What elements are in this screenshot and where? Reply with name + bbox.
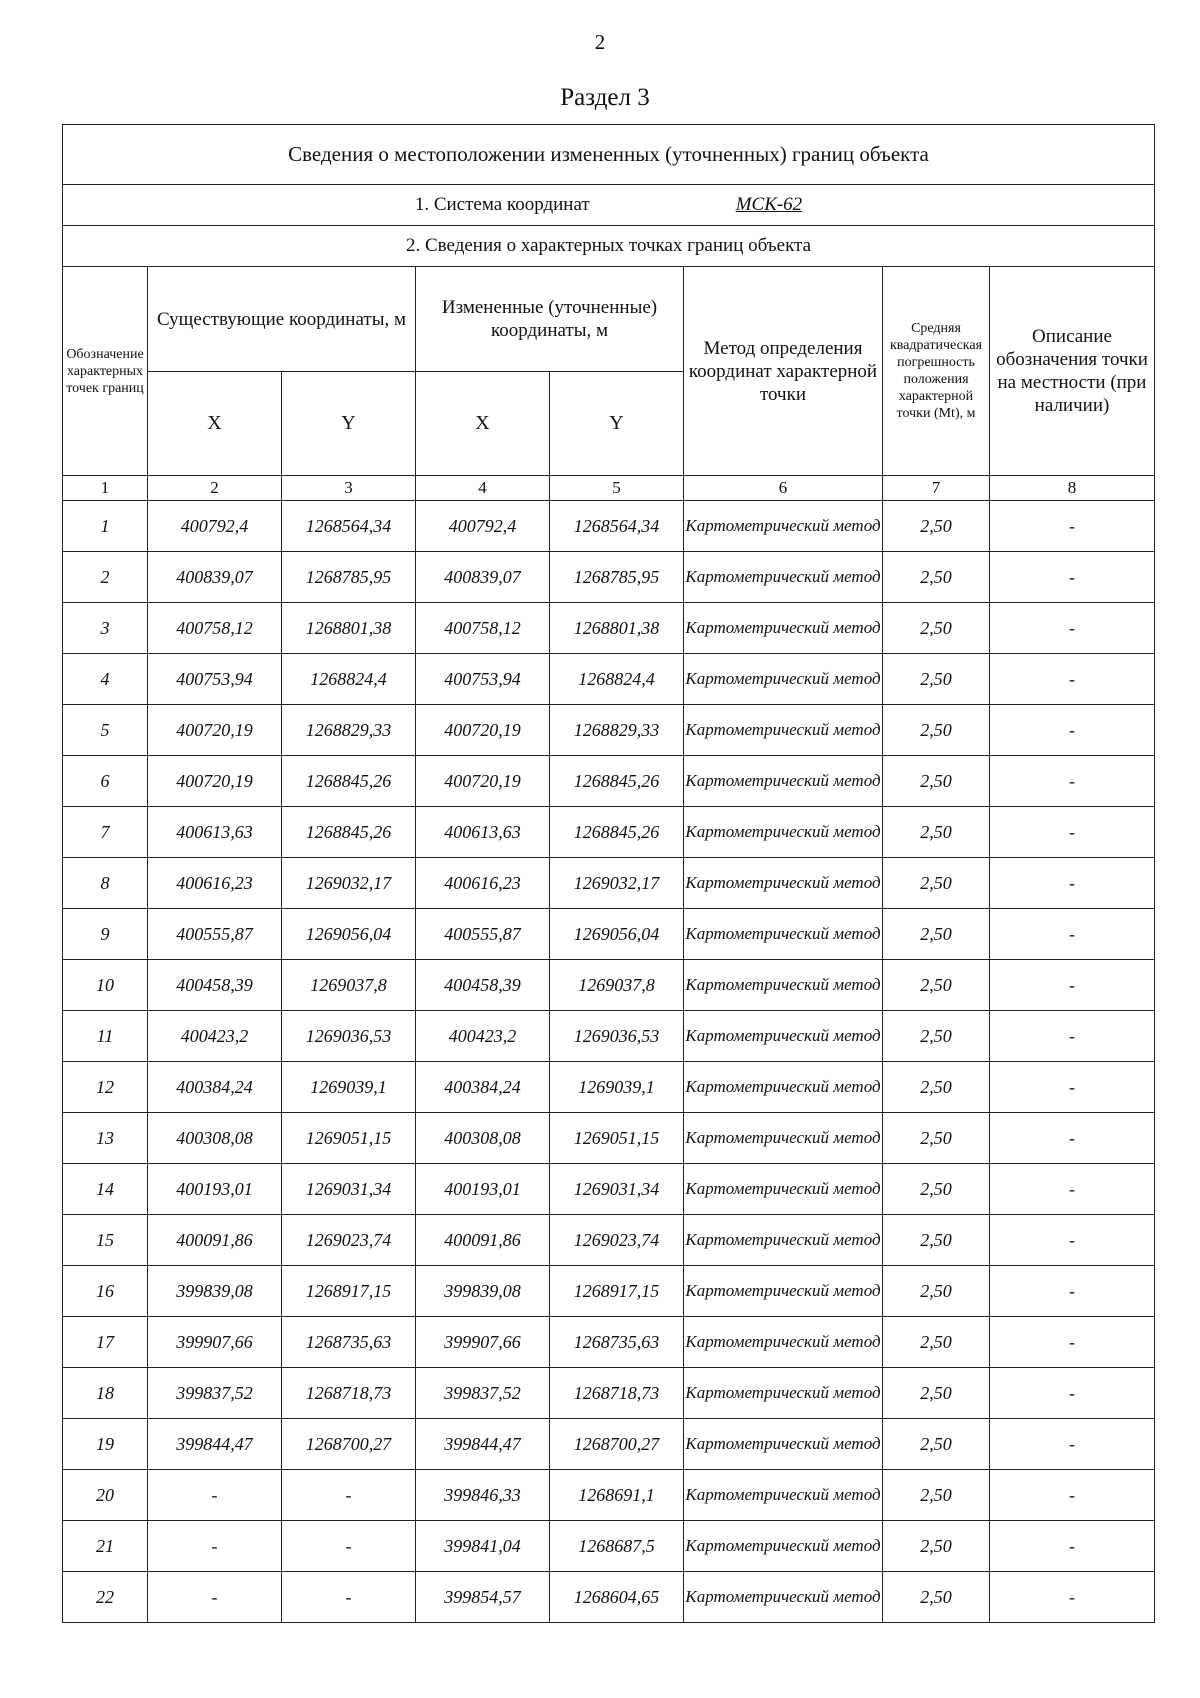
cell-existing-x: 400423,2 — [148, 1011, 282, 1062]
cell-mean-error: 2,50 — [883, 1062, 990, 1113]
table-row — [63, 1113, 1155, 1164]
cell-mean-error: 2,50 — [883, 1521, 990, 1572]
cell-existing-x: 400720,19 — [148, 705, 282, 756]
header-existing-x: X — [148, 372, 282, 476]
cell-changed-y: 1268845,26 — [550, 807, 684, 858]
cell-description: - — [990, 501, 1155, 552]
cell-changed-x: 400753,94 — [416, 654, 550, 705]
cell-mean-error: 2,50 — [883, 705, 990, 756]
cell-description: - — [990, 1521, 1155, 1572]
cell-description: - — [990, 1164, 1155, 1215]
cell-existing-x: 399839,08 — [148, 1266, 282, 1317]
cell-existing-y: 1268564,34 — [282, 501, 416, 552]
cell-point-number: 16 — [63, 1266, 148, 1317]
cell-description: - — [990, 858, 1155, 909]
cell-existing-y: 1269031,34 — [282, 1164, 416, 1215]
cell-existing-y: 1268829,33 — [282, 705, 416, 756]
table-row — [63, 1368, 1155, 1419]
cell-description: - — [990, 1062, 1155, 1113]
cell-changed-y: 1269023,74 — [550, 1215, 684, 1266]
cell-changed-y: 1269056,04 — [550, 909, 684, 960]
cell-existing-x: 400458,39 — [148, 960, 282, 1011]
cell-changed-x: 400193,01 — [416, 1164, 550, 1215]
table-body — [63, 125, 1155, 1623]
section-title: Раздел 3 — [560, 84, 650, 111]
cell-point-number: 15 — [63, 1215, 148, 1266]
table-row — [63, 1215, 1155, 1266]
cell-existing-y: 1269056,04 — [282, 909, 416, 960]
cell-mean-error: 2,50 — [883, 960, 990, 1011]
table-row — [63, 1164, 1155, 1215]
cell-mean-error: 2,50 — [883, 1011, 990, 1062]
cell-point-number: 4 — [63, 654, 148, 705]
cell-existing-y: 1269051,15 — [282, 1113, 416, 1164]
cell-mean-error: 2,50 — [883, 1317, 990, 1368]
table-row — [63, 1011, 1155, 1062]
cell-method: Картометрический метод — [684, 1317, 883, 1368]
cell-point-number: 6 — [63, 756, 148, 807]
cell-existing-y: 1268917,15 — [282, 1266, 416, 1317]
cell-existing-y: - — [282, 1521, 416, 1572]
cell-changed-y: 1269036,53 — [550, 1011, 684, 1062]
cell-method: Картометрический метод — [684, 960, 883, 1011]
cell-point-number: 17 — [63, 1317, 148, 1368]
table-row — [63, 1419, 1155, 1470]
points-heading-row — [63, 226, 1155, 267]
cell-point-number: 11 — [63, 1011, 148, 1062]
column-number: 8 — [990, 476, 1155, 501]
cell-changed-x: 400792,4 — [416, 501, 550, 552]
cell-method: Картометрический метод — [684, 1419, 883, 1470]
cell-method: Картометрический метод — [684, 1164, 883, 1215]
cell-point-number: 8 — [63, 858, 148, 909]
table-row — [63, 501, 1155, 552]
cell-point-number: 5 — [63, 705, 148, 756]
cell-changed-y: 1269051,15 — [550, 1113, 684, 1164]
cell-method: Картометрический метод — [684, 705, 883, 756]
cell-description: - — [990, 756, 1155, 807]
cell-changed-x: 400555,87 — [416, 909, 550, 960]
cell-description: - — [990, 1368, 1155, 1419]
cell-description: - — [990, 909, 1155, 960]
cell-changed-x: 399844,47 — [416, 1419, 550, 1470]
cell-point-number: 19 — [63, 1419, 148, 1470]
cell-method: Картометрический метод — [684, 603, 883, 654]
cell-description: - — [990, 705, 1155, 756]
cell-method: Картометрический метод — [684, 1521, 883, 1572]
cell-changed-x: 400423,2 — [416, 1011, 550, 1062]
cell-changed-x: 400839,07 — [416, 552, 550, 603]
cell-changed-x: 400091,86 — [416, 1215, 550, 1266]
cell-changed-y: 1268824,4 — [550, 654, 684, 705]
cell-method: Картометрический метод — [684, 1266, 883, 1317]
table-title-row — [63, 125, 1155, 185]
cell-mean-error: 2,50 — [883, 858, 990, 909]
cell-description: - — [990, 1317, 1155, 1368]
cell-existing-y: 1269023,74 — [282, 1215, 416, 1266]
cell-existing-x: - — [148, 1470, 282, 1521]
table-row — [63, 909, 1155, 960]
header-changed-y: Y — [550, 372, 684, 476]
cell-description: - — [990, 1011, 1155, 1062]
table-row — [63, 705, 1155, 756]
cell-method: Картометрический метод — [684, 1572, 883, 1623]
header-existing-y: Y — [282, 372, 416, 476]
cell-description: - — [990, 1215, 1155, 1266]
cell-existing-y: 1268845,26 — [282, 807, 416, 858]
cell-existing-x: 400720,19 — [148, 756, 282, 807]
cell-mean-error: 2,50 — [883, 909, 990, 960]
cell-description: - — [990, 1266, 1155, 1317]
cell-existing-x: 400308,08 — [148, 1113, 282, 1164]
cell-existing-x: 399844,47 — [148, 1419, 282, 1470]
cell-existing-y: 1269037,8 — [282, 960, 416, 1011]
cell-mean-error: 2,50 — [883, 1368, 990, 1419]
cell-method: Картометрический метод — [684, 807, 883, 858]
table-row — [63, 654, 1155, 705]
cell-existing-x: 400758,12 — [148, 603, 282, 654]
cell-method: Картометрический метод — [684, 1215, 883, 1266]
cell-description: - — [990, 1113, 1155, 1164]
cell-mean-error: 2,50 — [883, 1164, 990, 1215]
header-point-designation: Обозначение характерных точек границ — [63, 267, 148, 476]
cell-changed-y: 1269039,1 — [550, 1062, 684, 1113]
cell-mean-error: 2,50 — [883, 603, 990, 654]
cell-point-number: 14 — [63, 1164, 148, 1215]
cell-existing-x: 400753,94 — [148, 654, 282, 705]
column-number: 1 — [63, 476, 148, 501]
cell-changed-y: 1268735,63 — [550, 1317, 684, 1368]
cell-existing-y: - — [282, 1572, 416, 1623]
column-number: 4 — [416, 476, 550, 501]
page-number: 2 — [594, 30, 606, 54]
cell-changed-x: 399907,66 — [416, 1317, 550, 1368]
cell-changed-x: 400308,08 — [416, 1113, 550, 1164]
cell-description: - — [990, 1470, 1155, 1521]
header-changed-x: X — [416, 372, 550, 476]
cell-method: Картометрический метод — [684, 1113, 883, 1164]
cell-changed-y: 1268604,65 — [550, 1572, 684, 1623]
cell-point-number: 3 — [63, 603, 148, 654]
column-number: 3 — [282, 476, 416, 501]
cell-changed-y: 1268845,26 — [550, 756, 684, 807]
table-row — [63, 1521, 1155, 1572]
cell-changed-y: 1268785,95 — [550, 552, 684, 603]
column-number: 7 — [883, 476, 990, 501]
cell-point-number: 7 — [63, 807, 148, 858]
header-changed-coords: Измененные (уточненные) координаты, м — [416, 267, 684, 372]
boundary-points-table — [62, 124, 1155, 1623]
cell-method: Картометрический метод — [684, 552, 883, 603]
cell-description: - — [990, 1572, 1155, 1623]
cell-point-number: 20 — [63, 1470, 148, 1521]
table-row — [63, 807, 1155, 858]
cell-existing-y: 1268735,63 — [282, 1317, 416, 1368]
cell-changed-y: 1268700,27 — [550, 1419, 684, 1470]
cell-method: Картометрический метод — [684, 858, 883, 909]
cell-changed-x: 400384,24 — [416, 1062, 550, 1113]
cell-point-number: 1 — [63, 501, 148, 552]
cell-changed-x: 399839,08 — [416, 1266, 550, 1317]
cell-existing-x: 400839,07 — [148, 552, 282, 603]
cell-point-number: 21 — [63, 1521, 148, 1572]
cell-mean-error: 2,50 — [883, 654, 990, 705]
cell-mean-error: 2,50 — [883, 1266, 990, 1317]
cell-existing-y: 1269036,53 — [282, 1011, 416, 1062]
cell-changed-x: 400613,63 — [416, 807, 550, 858]
cell-existing-y: 1268845,26 — [282, 756, 416, 807]
points-heading: 2. Сведения о характерных точках границ объекта — [63, 226, 1155, 267]
cell-existing-y: 1269039,1 — [282, 1062, 416, 1113]
cell-method: Картометрический метод — [684, 654, 883, 705]
cell-mean-error: 2,50 — [883, 756, 990, 807]
cell-changed-y: 1268691,1 — [550, 1470, 684, 1521]
cell-existing-x: 399907,66 — [148, 1317, 282, 1368]
cell-mean-error: 2,50 — [883, 501, 990, 552]
table-row — [63, 756, 1155, 807]
column-number: 5 — [550, 476, 684, 501]
cell-changed-y: 1269037,8 — [550, 960, 684, 1011]
cell-point-number: 2 — [63, 552, 148, 603]
cell-mean-error: 2,50 — [883, 1470, 990, 1521]
cell-mean-error: 2,50 — [883, 1113, 990, 1164]
table-row — [63, 1572, 1155, 1623]
cell-changed-x: 400720,19 — [416, 705, 550, 756]
cell-changed-y: 1268917,15 — [550, 1266, 684, 1317]
coordinate-system-cell — [63, 185, 1155, 226]
table-row — [63, 858, 1155, 909]
cell-existing-x: 400616,23 — [148, 858, 282, 909]
cell-point-number: 22 — [63, 1572, 148, 1623]
cell-changed-y: 1269032,17 — [550, 858, 684, 909]
table-row — [63, 1470, 1155, 1521]
cell-existing-y: 1268718,73 — [282, 1368, 416, 1419]
table-title: Сведения о местоположении измененных (уточненных) границ объекта — [63, 125, 1155, 185]
cell-method: Картометрический метод — [684, 1062, 883, 1113]
cell-existing-x: 400555,87 — [148, 909, 282, 960]
cell-method: Картометрический метод — [684, 1368, 883, 1419]
cell-method: Картометрический метод — [684, 909, 883, 960]
cell-description: - — [990, 807, 1155, 858]
header-row-upper — [63, 267, 1155, 372]
cell-existing-y: 1268700,27 — [282, 1419, 416, 1470]
cell-existing-y: - — [282, 1470, 416, 1521]
header-description: Описание обозначения точки на местности (при наличии) — [990, 267, 1155, 476]
cell-changed-x: 400616,23 — [416, 858, 550, 909]
cell-point-number: 18 — [63, 1368, 148, 1419]
cell-changed-x: 399846,33 — [416, 1470, 550, 1521]
cell-existing-x: - — [148, 1521, 282, 1572]
cell-existing-x: 400384,24 — [148, 1062, 282, 1113]
column-number: 2 — [148, 476, 282, 501]
table-row — [63, 1266, 1155, 1317]
cell-description: - — [990, 960, 1155, 1011]
header-method: Метод определения координат характерной точки — [684, 267, 883, 476]
cell-point-number: 9 — [63, 909, 148, 960]
cell-mean-error: 2,50 — [883, 552, 990, 603]
cell-changed-y: 1268718,73 — [550, 1368, 684, 1419]
column-number-row — [63, 476, 1155, 501]
cell-changed-x: 400720,19 — [416, 756, 550, 807]
cell-changed-y: 1268687,5 — [550, 1521, 684, 1572]
cell-changed-x: 399841,04 — [416, 1521, 550, 1572]
table-row — [63, 603, 1155, 654]
cell-existing-y: 1268824,4 — [282, 654, 416, 705]
header-mean-error: Средняя квадратическая погрешность положения характерной точки (Mt), м — [883, 267, 990, 476]
column-number: 6 — [684, 476, 883, 501]
cell-method: Картометрический метод — [684, 756, 883, 807]
cell-point-number: 12 — [63, 1062, 148, 1113]
table-row — [63, 960, 1155, 1011]
cell-method: Картометрический метод — [684, 1470, 883, 1521]
coordinate-system-row — [63, 185, 1155, 226]
table-row — [63, 1062, 1155, 1113]
cell-existing-y: 1269032,17 — [282, 858, 416, 909]
cell-description: - — [990, 1419, 1155, 1470]
cell-mean-error: 2,50 — [883, 1419, 990, 1470]
cell-existing-y: 1268801,38 — [282, 603, 416, 654]
cell-mean-error: 2,50 — [883, 1572, 990, 1623]
coordinate-system-label: 1. Система координат — [414, 194, 590, 215]
cell-mean-error: 2,50 — [883, 1215, 990, 1266]
coordinate-system-value: МСК-62 — [735, 194, 803, 215]
cell-changed-y: 1268564,34 — [550, 501, 684, 552]
cell-existing-x: 400193,01 — [148, 1164, 282, 1215]
cell-description: - — [990, 654, 1155, 705]
table-row — [63, 552, 1155, 603]
cell-point-number: 10 — [63, 960, 148, 1011]
cell-changed-x: 399837,52 — [416, 1368, 550, 1419]
cell-existing-x: 400091,86 — [148, 1215, 282, 1266]
cell-mean-error: 2,50 — [883, 807, 990, 858]
cell-existing-x: 400613,63 — [148, 807, 282, 858]
cell-description: - — [990, 603, 1155, 654]
cell-description: - — [990, 552, 1155, 603]
cell-changed-x: 400758,12 — [416, 603, 550, 654]
cell-existing-x: - — [148, 1572, 282, 1623]
cell-method: Картометрический метод — [684, 1011, 883, 1062]
cell-existing-x: 400792,4 — [148, 501, 282, 552]
cell-method: Картометрический метод — [684, 501, 883, 552]
cell-changed-x: 399854,57 — [416, 1572, 550, 1623]
cell-point-number: 13 — [63, 1113, 148, 1164]
cell-existing-y: 1268785,95 — [282, 552, 416, 603]
header-existing-coords: Существующие координаты, м — [148, 267, 416, 372]
cell-changed-y: 1268829,33 — [550, 705, 684, 756]
cell-changed-y: 1269031,34 — [550, 1164, 684, 1215]
cell-existing-x: 399837,52 — [148, 1368, 282, 1419]
cell-changed-x: 400458,39 — [416, 960, 550, 1011]
table-row — [63, 1317, 1155, 1368]
cell-changed-y: 1268801,38 — [550, 603, 684, 654]
